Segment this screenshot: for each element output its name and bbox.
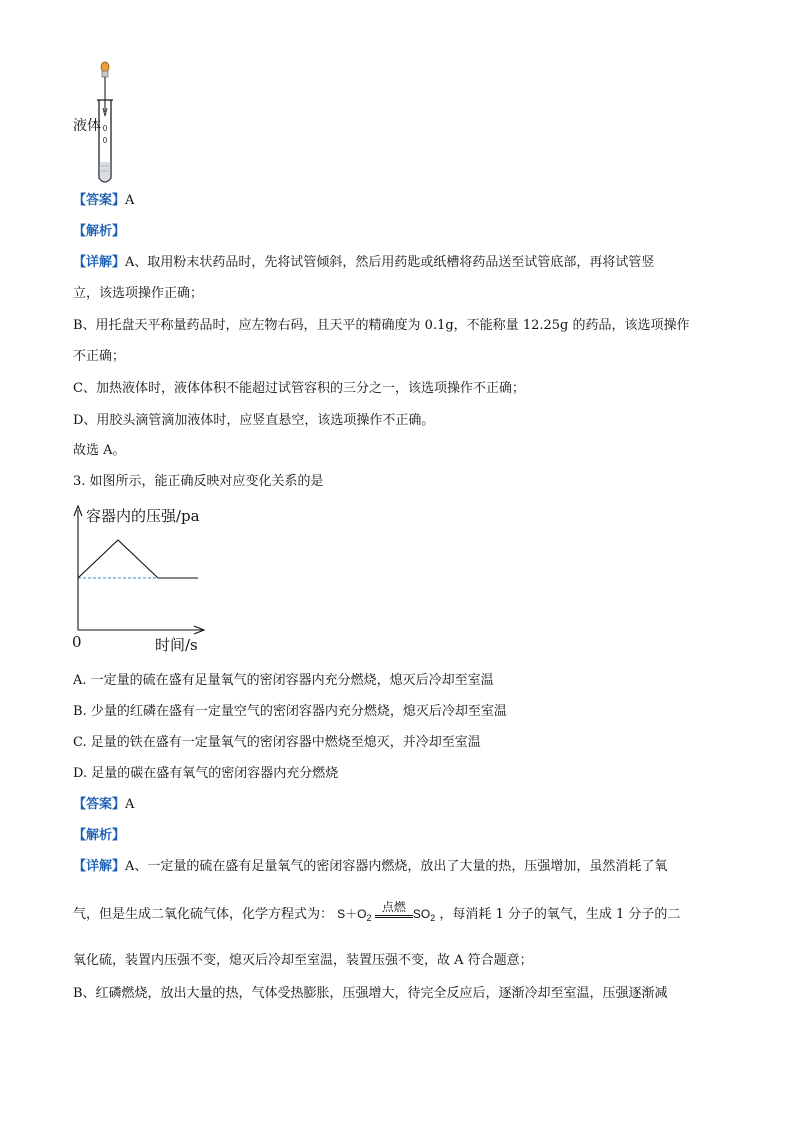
condition-double-line xyxy=(375,915,413,918)
q3-equation-line xyxy=(73,900,681,923)
detail-bracket: 【详解】 xyxy=(73,255,126,270)
q2-answer-line xyxy=(73,193,134,209)
q2-detail-line-1 xyxy=(73,255,654,271)
liquid-label: 液体 xyxy=(73,118,101,134)
q3-option-c: C. 足量的铁在盛有一定量氧气的密闭容器中燃烧至熄灭，并冷却至室温 xyxy=(73,735,481,750)
x-axis-label: 时间/s xyxy=(155,636,198,654)
q2-detail-line-4: 不正确； xyxy=(73,349,126,364)
q2-analysis-heading xyxy=(73,224,125,240)
analysis-bracket: 【解析】 xyxy=(73,224,126,239)
answer-bracket: 【答案】 xyxy=(73,193,126,208)
condition-text: 点燃 xyxy=(381,900,406,914)
answer-bracket: 【答案】 xyxy=(73,797,126,812)
q2-detail-line-5: C、加热液体时，液体体积不能超过试管容积的三分之一，该选项操作不正确； xyxy=(73,381,525,396)
y-axis-label: 容器内的压强/pa xyxy=(86,507,200,525)
q3-analysis-heading xyxy=(73,828,125,844)
q3-detail-line-4: B、红磷燃烧，放出大量的热，气体受热膨胀，压强增大，待完全反应后，逐渐冷却至室温，压强逐渐减 xyxy=(73,986,668,1001)
equation-intro: 气，但是生成二氧化硫气体，化学方程式为： xyxy=(73,907,334,922)
q3-detail-line-3: 氧化硫，装置内压强不变，熄灭后冷却至室温，装置压强不变，故 A 符合题意； xyxy=(73,953,533,968)
reaction-condition xyxy=(375,900,413,918)
detail-text: A、一定量的硫在盛有足量氧气的密闭容器内燃烧，放出了大量的热，压强增加，虽然消耗了氧 xyxy=(125,859,668,874)
q3-option-d: D. 足量的碳在盛有氧气的密闭容器内充分燃烧 xyxy=(73,766,339,781)
q3-answer-line xyxy=(73,797,134,813)
origin-label: 0 xyxy=(72,633,82,651)
detail-text: A、取用粉末状药品时，先将试管倾斜，然后用药匙或纸槽将药品送至试管底部，再将试管竖 xyxy=(125,255,655,270)
product-subscript: 2 xyxy=(430,913,436,923)
q2-detail-line-6: D、用胶头滴管滴加液体时，应竖直悬空，该选项操作不正确。 xyxy=(73,413,435,428)
q2-detail-line-2: 立，该选项操作正确； xyxy=(73,286,204,301)
reactant-subscript: 2 xyxy=(366,913,372,923)
answer-value: A xyxy=(125,193,135,208)
q3-option-a: A. 一定量的硫在盛有足量氧气的密闭容器内充分燃烧，熄灭后冷却至室温 xyxy=(73,673,494,688)
chem-equation xyxy=(337,900,436,923)
equation-reactants: S＋O xyxy=(337,907,367,921)
detail-bracket: 【详解】 xyxy=(73,859,126,874)
equation-product: SO xyxy=(412,907,431,921)
q3-option-b: B. 少量的红磷在盛有一定量空气的密闭容器内充分燃烧，熄灭后冷却至室温 xyxy=(73,704,507,719)
q3-stem: 3. 如图所示，能正确反映对应变化关系的是 xyxy=(73,474,324,489)
series-line xyxy=(78,540,198,578)
q2-conclusion: 故选 A。 xyxy=(73,443,126,458)
equation-outro: ，每消耗 1 分子的氧气，生成 1 分子的二 xyxy=(439,907,681,922)
answer-value: A xyxy=(125,797,135,812)
q3-detail-line-1 xyxy=(73,859,667,875)
analysis-bracket: 【解析】 xyxy=(73,828,126,843)
q2-detail-line-3: B、用托盘天平称量药品时，应左物右码，且天平的精确度为 0.1g，不能称量 12.25g 的药品，该选项操作 xyxy=(73,318,690,333)
